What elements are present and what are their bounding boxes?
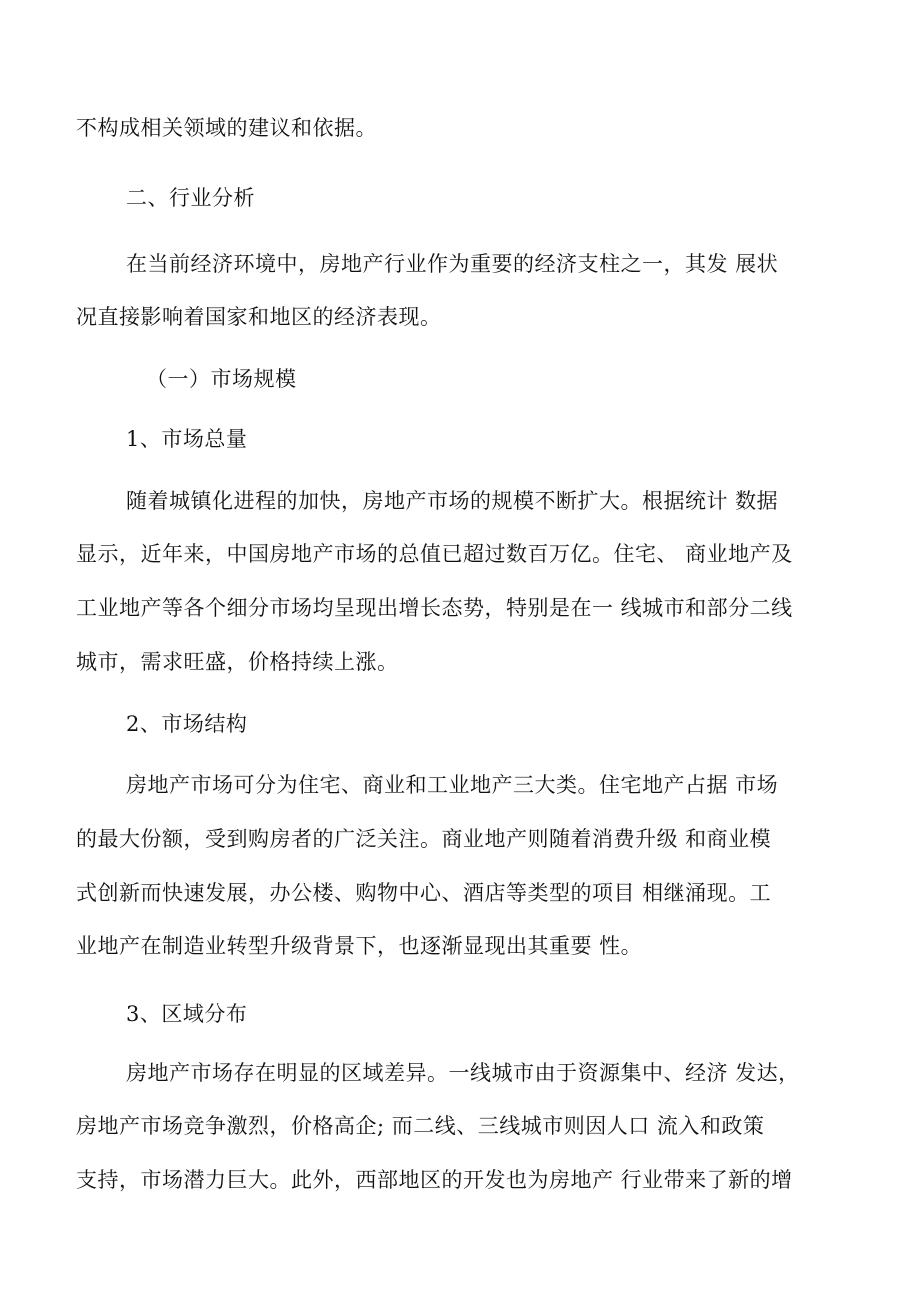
paragraph-line: 工业地产等各个细分市场均呈现出增长态势，特别是在一 线城市和部分二线 <box>76 596 793 620</box>
paragraph-line: 的最大份额，受到购房者的广泛关注。商业地产则随着消费升级 和商业模 <box>76 827 772 851</box>
paragraph-line: 不构成相关领域的建议和依据。 <box>76 116 377 140</box>
section-heading: 二、行业分析 <box>126 186 255 210</box>
item-heading: 1、市场总量 <box>126 427 248 451</box>
paragraph-line: 显示，近年来，中国房地产市场的总值已超过数百万亿。住宅、 商业地产及 <box>76 542 793 566</box>
paragraph-line: 况直接影响着国家和地区的经济表现。 <box>76 305 442 329</box>
item-heading: 3、区域分布 <box>126 1002 248 1026</box>
paragraph-line: 在当前经济环境中，房地产行业作为重要的经济支柱之一，其发 展状 <box>126 252 779 276</box>
paragraph-line: 业地产在制造业转型升级背景下，也逐渐显现出其重要 性。 <box>76 934 643 958</box>
paragraph-line: 支持，市场潜力巨大。此外，西部地区的开发也为房地产 行业带来了新的增 <box>76 1168 793 1192</box>
paragraph-line: 房地产市场可分为住宅、商业和工业地产三大类。住宅地产占据 市场 <box>126 773 779 797</box>
paragraph-line: 房地产市场存在明显的区域差异。一线城市由于资源集中、经济 发达， <box>126 1061 800 1085</box>
paragraph-line: 城市，需求旺盛，价格持续上涨。 <box>76 650 399 674</box>
item-heading: 2、市场结构 <box>126 712 248 736</box>
paragraph-line: 房地产市场竞争激烈，价格高企; 而二线、三线城市则因人口 流入和政策 <box>76 1114 765 1138</box>
subsection-heading: （一）市场规模 <box>146 367 297 391</box>
paragraph-line: 式创新而快速发展，办公楼、购物中心、酒店等类型的项目 相继涌现。工 <box>76 881 772 905</box>
paragraph-line: 随着城镇化进程的加快，房地产市场的规模不断扩大。根据统计 数据 <box>126 489 779 513</box>
